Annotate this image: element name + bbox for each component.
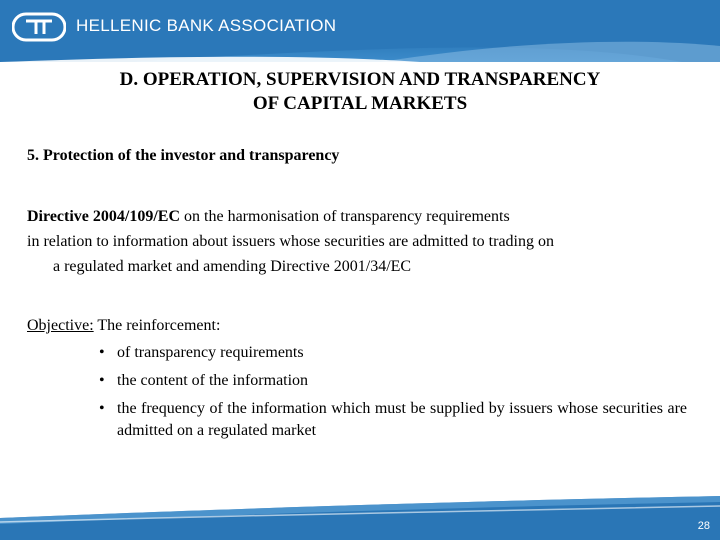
objective-line <box>27 314 697 338</box>
page-number: 28 <box>697 520 710 532</box>
slide-title-line-2: OF CAPITAL MARKETS <box>252 93 468 114</box>
directive-line-2: in relation to information about issuers whose securities are admitted to trading on <box>27 233 554 250</box>
section-heading: 5. Protection of the investor and transparency <box>27 147 340 164</box>
list-item <box>97 342 687 364</box>
header-band <box>0 0 720 62</box>
bullet-icon: • <box>99 372 105 389</box>
objective-intro: The reinforcement: <box>93 317 221 334</box>
list-item <box>97 370 687 392</box>
slide-title <box>40 68 680 116</box>
slide-title-line-1: D. OPERATION, SUPERVISION AND TRANSPARENCY <box>119 69 601 90</box>
bullet-text: the frequency of the information which must be supplied by issuers whose securities are admitted on a regulated market <box>117 400 687 439</box>
bullet-icon: • <box>99 344 105 361</box>
directive-name: Directive 2004/109/EC <box>27 208 181 225</box>
bullet-text: the content of the information <box>117 372 309 389</box>
bank-name: HELLENIC BANK ASSOCIATION <box>76 16 337 35</box>
list-item <box>97 398 687 442</box>
bullet-text: of transparency requirements <box>117 344 304 361</box>
objective-label: Objective: <box>27 317 94 334</box>
footer-band <box>0 492 720 540</box>
bullet-icon: • <box>99 400 105 417</box>
directive-line-1-rest: on the harmonisation of transparency requirements <box>180 208 510 225</box>
directive-line-3: a regulated market and amending Directive 2001/34/EC <box>53 258 412 275</box>
hba-logo-icon <box>12 12 66 42</box>
footer-swoosh-decoration <box>0 492 720 540</box>
objective-bullet-list <box>97 342 687 448</box>
directive-paragraph <box>27 204 697 279</box>
